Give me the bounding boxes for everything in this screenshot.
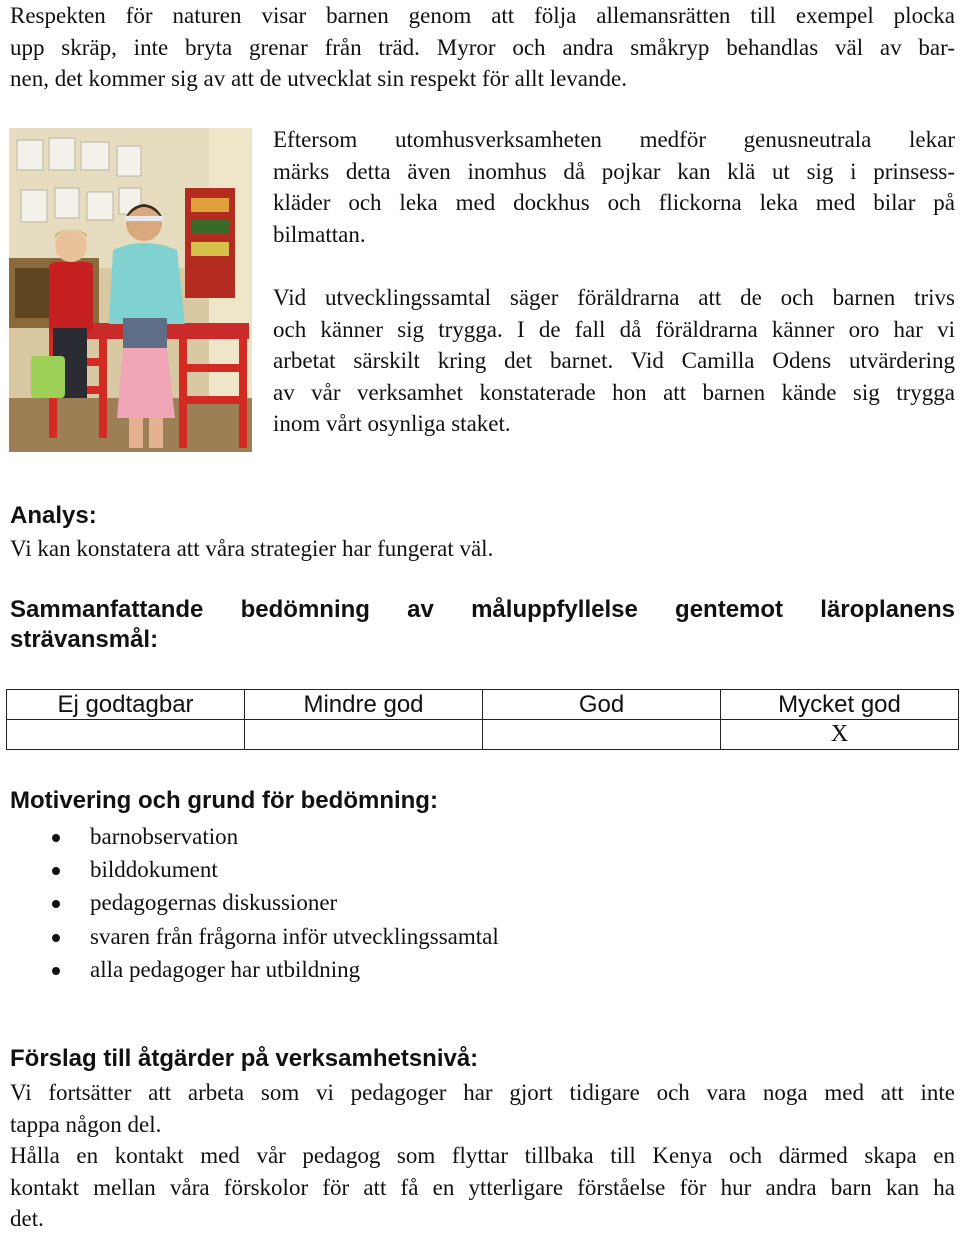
list-item-text: pedagogernas diskussioner [90, 890, 338, 916]
sammanfattning-heading [10, 595, 955, 655]
genus-line-4: bilmattan. [273, 221, 366, 247]
forslag-text [10, 1077, 955, 1235]
genus-paragraph [273, 124, 955, 250]
grade-header-row [7, 690, 959, 720]
grade-mark-cell [483, 720, 721, 750]
analys-heading: Analys: [10, 502, 97, 529]
bullet-icon [52, 834, 60, 842]
motivering-heading: Motivering och grund för bedömning: [10, 787, 438, 814]
grade-mark-cell [245, 720, 483, 750]
children-photo [9, 128, 252, 452]
grade-mark-cell: X [721, 720, 959, 750]
forslag-p2-line-3: det. [10, 1206, 44, 1231]
list-item [46, 853, 499, 886]
genus-line-3: kläder och leka med dockhus och flickorna leka med bilar på [273, 190, 955, 215]
genus-line-2: märks detta även inomhus då pojkar kan klä ut sig i prinsess- [273, 158, 955, 184]
grade-table [6, 689, 959, 750]
utvecklingssamtal-paragraph [273, 282, 955, 440]
utveckling-line-1: Vid utvecklingssamtal säger föräldrarna att de och barnen trivs [273, 285, 955, 310]
grade-header-cell: Ej godtagbar [7, 690, 245, 720]
utveckling-line-3: arbetat särskilt kring det barnet. Vid Camilla Odens utvärdering [273, 348, 955, 373]
list-item [46, 953, 499, 986]
forslag-p2-line-1: Hålla en kontakt med vår pedagog som flyttar tillbaka till Kenya och därmed skapa en [10, 1143, 955, 1168]
list-item-text: alla pedagoger har utbildning [90, 956, 361, 982]
sammanfattning-heading-line-1: Sammanfattande bedömning av måluppfyllelse gentemot läroplanens [10, 596, 955, 623]
forslag-p2-line-2: kontakt mellan våra förskolor för att få en ytterligare förståelse för hur andra barn kan ha [10, 1174, 955, 1200]
intro-paragraph [10, 0, 955, 95]
motivering-list [46, 820, 499, 986]
forslag-p1-line-1: Vi fortsätter att arbeta som vi pedagoger har gjort tidigare och vara noga med att inte [10, 1080, 955, 1105]
list-item [46, 886, 499, 919]
list-item [46, 820, 499, 853]
list-item-text: svaren från frågorna inför utvecklingssamtal [90, 923, 499, 949]
genus-line-1: Eftersom utomhusverksamheten medför genusneutrala lekar [273, 127, 955, 152]
list-item-text: barnobservation [90, 824, 239, 849]
bullet-icon [52, 934, 60, 942]
utveckling-line-5: inom vårt osynliga staket. [273, 411, 511, 436]
analys-text: Vi kan konstatera att våra strategier har fungerat väl. [10, 536, 494, 561]
grade-header-cell: God [483, 690, 721, 720]
intro-line-3: nen, det kommer sig av att de utvecklat sin respekt för allt levande. [10, 66, 627, 91]
forslag-heading: Förslag till åtgärder på verksamhetsnivå: [10, 1045, 479, 1072]
utveckling-line-4: av vår verksamhet konstaterade hon att barnen kände sig trygga [273, 379, 955, 405]
grade-mark-row [7, 720, 959, 750]
bullet-icon [52, 867, 60, 875]
utveckling-line-2: och känner sig trygga. I de fall då föräldrarna känner oro har vi [273, 316, 955, 342]
intro-line-1: Respekten för naturen visar barnen genom att följa allemansrätten till exempel plocka [10, 3, 955, 28]
list-item [46, 920, 499, 953]
forslag-p1-line-2: tappa någon del. [10, 1111, 162, 1137]
grade-header-cell: Mindre god [245, 690, 483, 720]
grade-header-cell: Mycket god [721, 690, 959, 720]
bullet-icon [52, 967, 60, 975]
grade-mark-cell [7, 720, 245, 750]
list-item-text: bilddokument [90, 857, 218, 883]
intro-line-2: upp skräp, inte bryta grenar från träd. Myror och andra småkryp behandlas väl av bar- [10, 34, 955, 60]
sammanfattning-heading-line-2: strävansmål: [10, 626, 159, 653]
bullet-icon [52, 900, 60, 908]
